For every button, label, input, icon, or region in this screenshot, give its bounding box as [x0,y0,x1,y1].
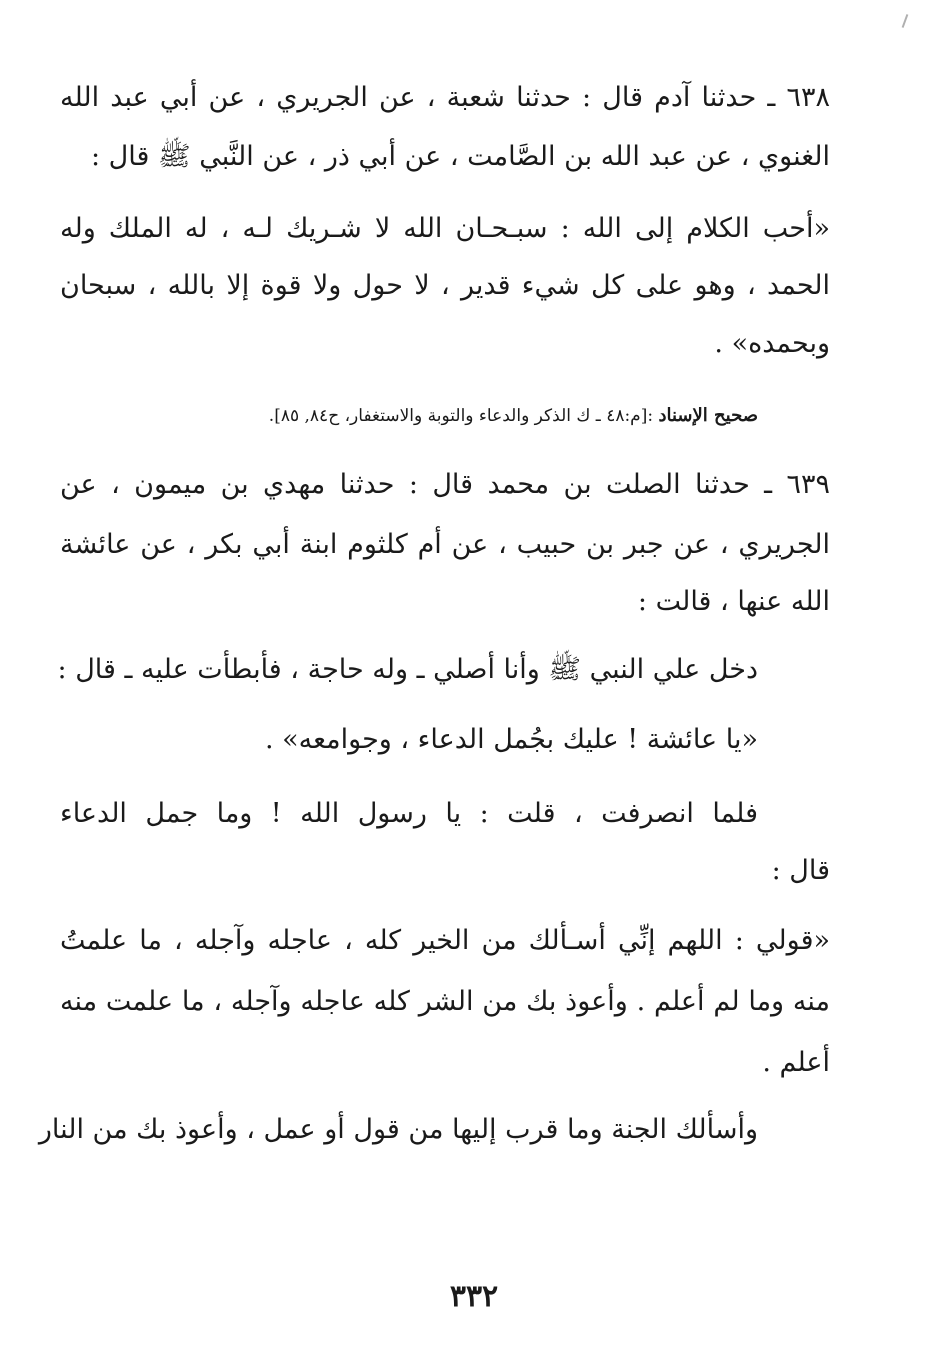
hadith-638-takhrij [58,403,758,429]
hadith-639-narration: دخل علي النبي ﷺ وأنا أصلي ـ وله حاجة ، فأبطأت عليه ـ قال : [57,654,758,685]
page-number: ٣٣٢ [449,1279,499,1314]
hadith-639-quote: «يا عائشة ! عليك بجُمل الدعاء ، وجوامعه» . [264,724,758,755]
hadith-639-question: فلما انصرفت ، قلت : يا رسول الله ! وما جمل الدعاء [60,798,758,829]
hadith-638-text-line-1: «أحب الكلام إلى الله : سبـحـان الله لا شـريك لـه ، له الملك وله [60,213,830,244]
hadith-639-said: قال : [771,855,830,886]
hadith-638-isnad-line-2: الغنوي ، عن عبد الله بن الصَّامت ، عن أبي ذر ، عن النَّبي ﷺ قال : [91,141,830,172]
hadith-639-last-line: وأسألك الجنة وما قرب إليها من قول أو عمل ، وأعوذ بك من النار [38,1114,758,1145]
hadith-639-isnad-line-3: الله عنها ، قالت : [637,586,830,617]
hadith-638-text-line-3: وبحمده» . [714,328,830,359]
hadith-639-isnad-line-1: ٦٣٩ ـ حدثنا الصلت بن محمد قال : حدثنا مهدي بن ميمون ، عن [60,469,830,500]
reference: :[م:٤٨ ـ ك الذكر والدعاء والتوبة والاستغفار، ح٨٤, ٨٥]. [268,406,654,426]
scan-mark [902,14,909,28]
hadith-638-isnad-line-1: ٦٣٨ ـ حدثنا آدم قال : حدثنا شعبة ، عن الجريري ، عن أبي عبد الله [60,82,830,113]
hadith-639-dua-line-2: منه وما لم أعلم . وأعوذ بك من الشر كله عاجله وآجله ، ما علمت منه [60,986,830,1017]
hadith-639-isnad-line-2: الجريري ، عن جبر بن حبيب ، عن أم كلثوم ابنة أبي بكر ، عن عائشة [60,529,830,560]
hadith-639-dua-line-3: أعلم . [762,1047,830,1078]
hadith-639-dua-line-1: «قولي : اللهم إنِّي أسـألك من الخير كله ، عاجله وآجله ، ما علمتُ [60,925,830,956]
hadith-638-text-line-2: الحمد ، وهو على كل شيء قدير ، لا حول ولا قوة إلا بالله ، سبحان [60,270,830,301]
grade-label: صحيح الإسناد [658,405,758,426]
